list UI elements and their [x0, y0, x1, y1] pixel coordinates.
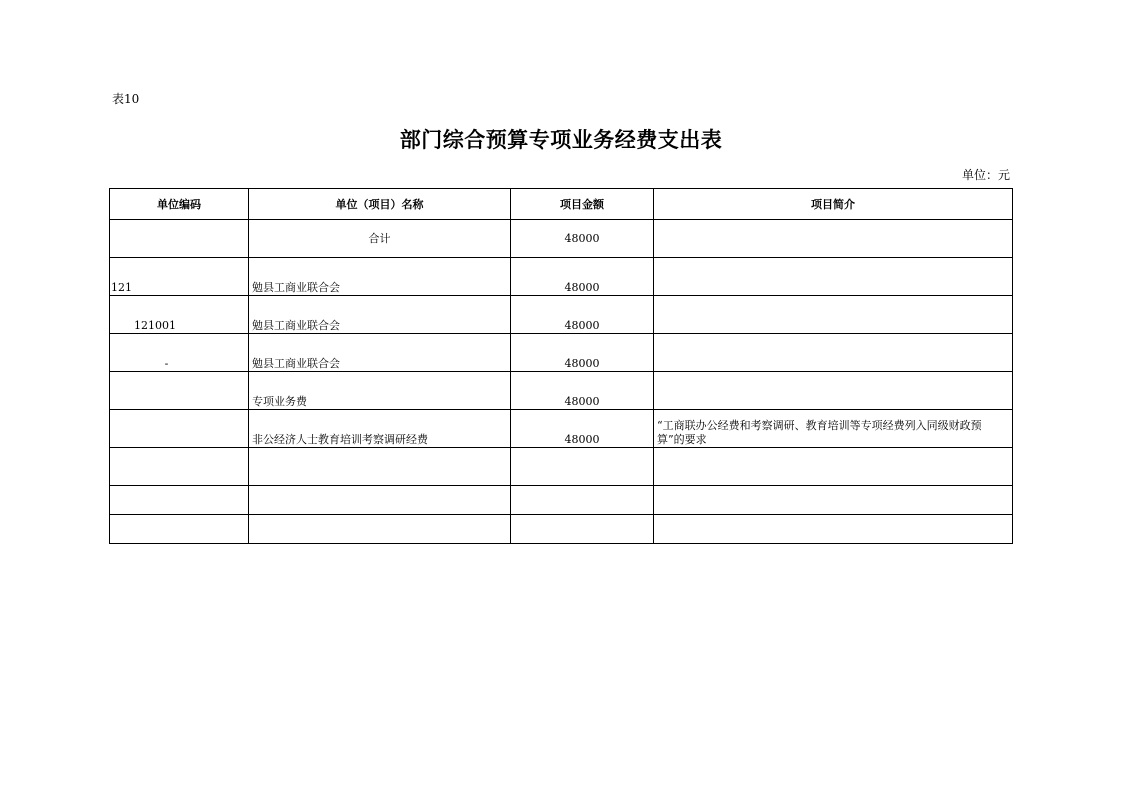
cell-code: 121	[110, 258, 249, 296]
cell-desc	[654, 258, 1013, 296]
cell-desc	[654, 372, 1013, 410]
cell-amount: 48000	[511, 334, 654, 372]
cell-code	[110, 372, 249, 410]
header-name: 单位（项目）名称	[249, 189, 511, 220]
header-code: 单位编码	[110, 189, 249, 220]
cell-desc	[654, 515, 1013, 544]
cell-name: 合计	[249, 220, 511, 258]
cell-code	[110, 410, 249, 448]
cell-desc	[654, 448, 1013, 486]
cell-amount: 48000	[511, 220, 654, 258]
table-row	[110, 296, 1013, 334]
table-row	[110, 334, 1013, 372]
table-row	[110, 448, 1013, 486]
cell-code: -	[110, 334, 249, 372]
cell-name	[249, 486, 511, 515]
cell-name: 勉县工商业联合会	[249, 258, 511, 296]
table-row	[110, 372, 1013, 410]
table-row	[110, 258, 1013, 296]
cell-code	[110, 220, 249, 258]
table-row	[110, 486, 1013, 515]
cell-desc	[654, 486, 1013, 515]
unit-label: 单位：元	[961, 168, 1010, 182]
cell-amount: 48000	[511, 258, 654, 296]
cell-amount	[511, 448, 654, 486]
cell-desc: “工商联办公经费和考察调研、教育培训等专项经费列入同级财政预算”的要求	[654, 410, 1013, 448]
cell-name	[249, 448, 511, 486]
cell-name: 勉县工商业联合会	[249, 296, 511, 334]
header-amount: 项目金额	[511, 189, 654, 220]
cell-amount: 48000	[511, 372, 654, 410]
table-row	[110, 515, 1013, 544]
cell-desc	[654, 296, 1013, 334]
cell-amount: 48000	[511, 296, 654, 334]
table-row	[110, 410, 1013, 448]
cell-code: 121001	[110, 296, 249, 334]
table-row	[110, 220, 1013, 258]
cell-name: 勉县工商业联合会	[249, 334, 511, 372]
cell-name: 专项业务费	[249, 372, 511, 410]
budget-table	[109, 188, 1013, 544]
cell-name: 非公经济人士教育培训考察调研经费	[249, 410, 511, 448]
cell-code	[110, 486, 249, 515]
cell-desc	[654, 334, 1013, 372]
cell-code	[110, 448, 249, 486]
cell-amount	[511, 486, 654, 515]
page-title: 部门综合预算专项业务经费支出表	[399, 128, 723, 152]
table-number: 表10	[112, 92, 140, 106]
cell-desc	[654, 220, 1013, 258]
cell-name	[249, 515, 511, 544]
cell-amount	[511, 515, 654, 544]
cell-amount: 48000	[511, 410, 654, 448]
table-header-row	[110, 189, 1013, 220]
cell-code	[110, 515, 249, 544]
header-desc: 项目简介	[654, 189, 1013, 220]
